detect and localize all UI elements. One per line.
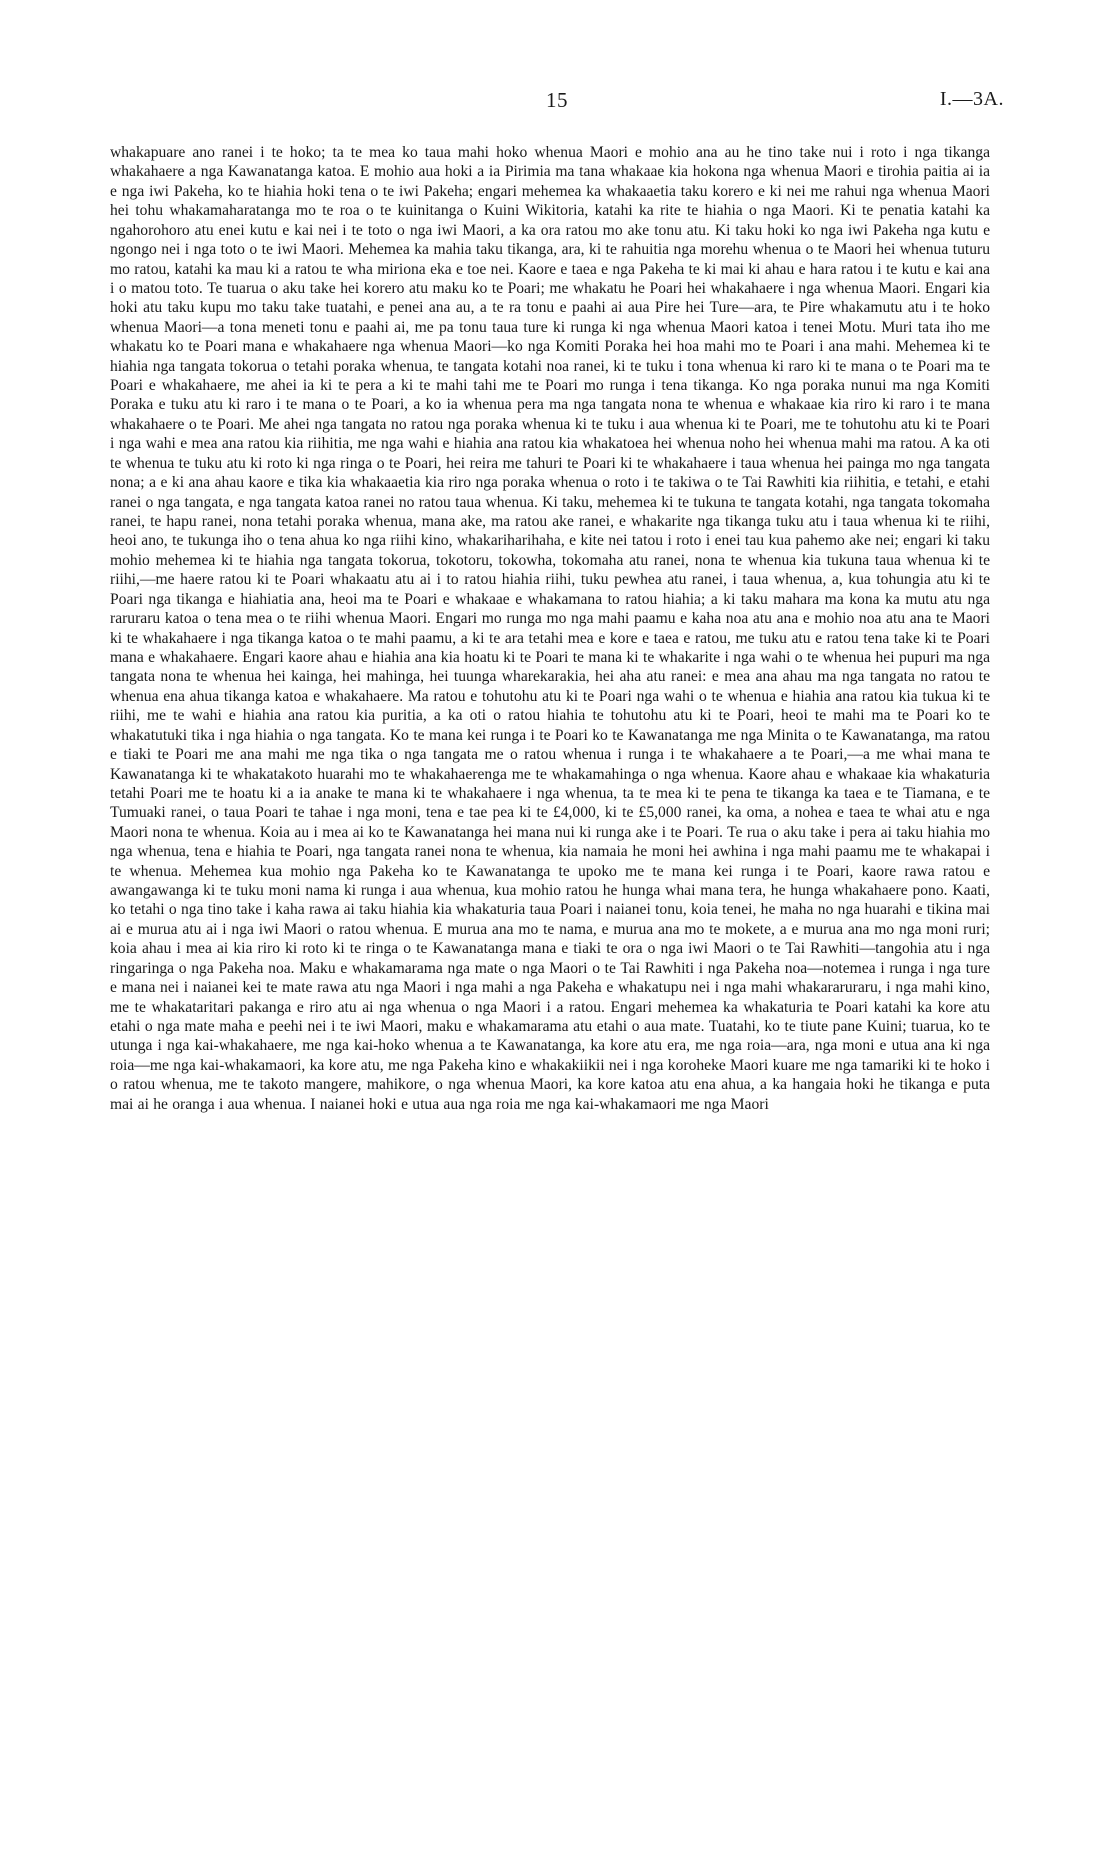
- page-number: 15: [546, 88, 568, 112]
- document-reference: I.—3A.: [939, 88, 1004, 110]
- body-text: [110, 143, 990, 1114]
- body-paragraph: whakapuare ano ranei i te hoko; ta te mea ko taua mahi hoko whenua Maori e mohio ana au he tino take nui i roto i nga tikanga whakahaere a nga Kawanatanga katoa. E mohio aua hoki a ia Pirimia ma tana whakaae kia hokona nga whenua Maori e tirohia paitia ai ia e nga iwi Pakeha, ko te hiahia hoki tena o te iwi Pakeha; engari mehemea ka whakaaetia taku korero e ki nei me rahui nga whenua Maori hei tohu whakamaharatanga mo te roa o te kuinitanga o Kuini Wikitoria, katahi ka rite te hiahia o nga Maori. Ki te penatia katahi ka ngahorohoro atu enei kutu e kai nei i te toto o nga iwi Maori, a ka ora ratou mo ake tonu atu. Ki taku hoki ko nga iwi Pakeha nga kutu e ngongo nei i nga toto o te iwi Maori. Mehemea ka mahia taku tikanga, ara, ki te rahuitia nga morehu whenua o te Maori hei whenua tuturu mo ratou, katahi ka mau ki a ratou te wha miriona eka e toe nei. Kaore e taea e nga Pakeha te ki mai ki ahau e hara ratou i te kutu e kai ana i o matou toto. Te tuarua o aku take hei korero atu maku ko te Poari; me whakatu he Poari hei whakahaere i nga whenua Maori. Engari kia hoki atu taku kupu mo taku take tuatahi, e penei ana au, a te ra tonu e paahi ai aua Pire hei Ture—ara, te Pire whakamutu atu i te hoko whenua Maori—a tona meneti tonu e paahi ai, me pa tonu taua ture ki runga ki nga whenua Maori katoa i tenei Motu. Muri tata iho me whakatu ko te Poari mana e whakahaere nga whenua Maori—ko nga Komiti Poraka hei hoa mahi mo te Poari i ana mahi. Mehemea ki te hiahia nga tangata tokorua o tetahi poraka whenua, te tangata kotahi noa ranei, ki te tuku i tona whenua ki raro ki te mana o te Poari ma te Poari e whakahaere, me ahei ia ki te pera a ki te mahi tahi me te Poari mo runga i tena tikanga. Ko nga poraka nunui ma nga Komiti Poraka e tuku atu ki raro i te mana o te Poari, a ko ia whenua pera ma nga tangata nona te whenua e whakaae kia riro ki raro i te mana whakahaere o te Poari. Me ahei nga tangata no ratou nga poraka whenua ki te tuku i aua whenua ki te Poari, me te tohutohu atu ki te Poari i nga wahi e mea ana ratou kia riihitia, me nga wahi e hiahia ana ratou kia whakatoea hei whenua noho hei whenua mahi ma ratou. A ka oti te whenua te tuku atu ki roto ki nga ringa o te Poari, hei reira me tahuri te Poari ki te whakahaere i taua whenua hei painga mo nga tangata nona; a e ki ana ahau kaore e tika kia whakaaetia kia riro nga poraka whenua o roto i te takiwa o te Tai Rawhiti kia riihitia, e tetahi, e etahi ranei o nga tangata, e nga tangata katoa ranei no ratou taua whenua. Ki taku, mehemea ki te tukuna te tangata kotahi, nga tangata tokomaha ranei, te hapu ranei, nona tetahi poraka whenua, mana ake, ma ratou ake ranei, e whakarite nga tikanga tuku atu i taua whenua ki te riihi, heoi ano, te tukunga iho o tena ahua ko nga riihi kino, whakariharihaha, e kite nei tatou i roto i enei tau kua pahemo ake nei; engari ki taku mohio mehemea ki te hiahia nga tangata tokorua, tokotoru, tokowha, tokomaha atu ranei, nona te whenua kia tukuna taua whenua ki te riihi,—me haere ratou ki te Poari whakaatu atu ai i to ratou hiahia riihi, tuku pewhea atu ranei, i taua whenua, a, kua tohungia atu ki te Poari nga tikanga e hiahiatia ana, heoi ma te Poari e whakaae e whakamana to ratou hiahia; a ki taku mahara ma kona ka mutu atu nga raruraru katoa o tena mea o te riihi whenua Maori. Engari mo runga mo nga mahi paamu e kaha noa atu ana e mohio noa atu ana te Maori ki te whakahaere i nga tikanga katoa o te mahi paamu, a ki te ara tetahi mea e kore e taea e ratou, me tuku atu e ratou tena take ki te Poari mana e whakahaere. Engari kaore ahau e hiahia ana kia hoatu ki te Poari te mana ki te whakarite i nga wahi o te whenua hei pupuri ma nga tangata nona te whenua hei kainga, hei mahinga, hei tuunga wharekarakia, hei aha atu ranei: e mea ana ahau ma nga tangata no ratou te whenua ena ahua tikanga katoa e whakahaere. Ma ratou e tohutohu atu ki te Poari nga wahi o te whenua e hiahia ana ratou kia tukua ki te riihi, me te wahi e hiahia ana ratou kia puritia, a ka oti o ratou hiahia te tohutohu atu ki te Poari, heoi te mahi ma te Poari ko te whakatutuki tika i nga hiahia o nga tangata. Ko te mana kei runga i te Poari ko te Kawanatanga me nga Minita o te Kawanatanga, ma ratou e tiaki te Poari me ana mahi me nga tika o nga tangata me o ratou whenua i runga i te whakahaere a te Poari,—a me whai mana te Kawanatanga ki te whakatakoto huarahi mo te whakahaerenga me te whakamahinga o nga whenua. Kaore ahau e whakaae kia whakaturia tetahi Poari me te hoatu ki a ia anake te mana ki te whakahaere i nga whenua, ta te mea ki te pena te tikanga ka taea e te Tiamana, e te Tumuaki ranei, o taua Poari te tahae i nga moni, tena e tae pea ki te £4,000, ki te £5,000 ranei, ka oma, a nohea e taea te whai atu e nga Maori nona te whenua. Koia au i mea ai ko te Kawanatanga hei mana nui ki runga ake i te Poari. Te rua o aku take i pera ai taku hiahia mo nga whenua, tena e hiahia te Poari, nga tangata ranei nona te whenua, kia namaia he moni hei awhina i nga mahi paamu me te whakapai i te whenua. Mehemea kua mohio nga Pakeha ko te Kawanatanga te upoko me te mana kei runga i te Poari, kaore rawa ratou e awangawanga ki te tuku moni nama ki runga i aua whenua, kua mohio ratou he hunga whai mana tera, he hunga whakahaere pono. Kaati, ko tetahi o nga tino take i kaha rawa ai taku hiahia kia whakaturia taua Poari i naianei tonu, koia tenei, he maha no nga huarahi e tikina mai ai e murua atu ai i nga iwi Maori o ratou whenua. E murua ana mo te nama, e murua ana mo te mokete, a e murua ana mo nga moni ruri; koia ahau i mea ai kia riro ki roto ki te ringa o te Kawanatanga mana e tiaki te ora o nga iwi Maori o te Tai Rawhiti—tangohia atu i nga ringaringa o nga Pakeha noa. Maku e whakamarama nga mate o nga Maori o te Tai Rawhiti i nga Pakeha noa—notemea i runga i nga ture e mana nei i naianei kei te mate rawa atu nga Maori i nga mahi a nga Pakeha e whakatupu nei i nga mahi whakararuraru, i nga mahi kino, me te whakataritari pakanga e riro atu ai nga whenua o nga Maori i a ratou. Engari mehemea ka whakaturia te Poari katahi ka kore atu etahi o nga mate maha e peehi nei i te iwi Maori, maku e whakamarama atu etahi o aua mate. Tuatahi, ko te tiute pane Kuini; tuarua, ko te utunga i nga kai-whakahaere, me nga kai-hoko whenua a te Kawanatanga, ka kore atu era, me nga roia—ara, nga moni e utua ana ki nga roia—me nga kai-whakamaori, ka kore atu, me nga Pakeha kino e whakakiikii nei i nga koroheke Maori kuare me nga tamariki ki te hoko i o ratou whenua, me te takoto mangere, mahikore, o nga whenua Maori, ka kore katoa atu ena ahua, a ka hangaia hoki he tikanga e puta mai ai he oranga i aua whenua. I naianei hoki e utua aua nga roia me nga kai-whakamaori me nga Maori: [110, 144, 990, 1113]
